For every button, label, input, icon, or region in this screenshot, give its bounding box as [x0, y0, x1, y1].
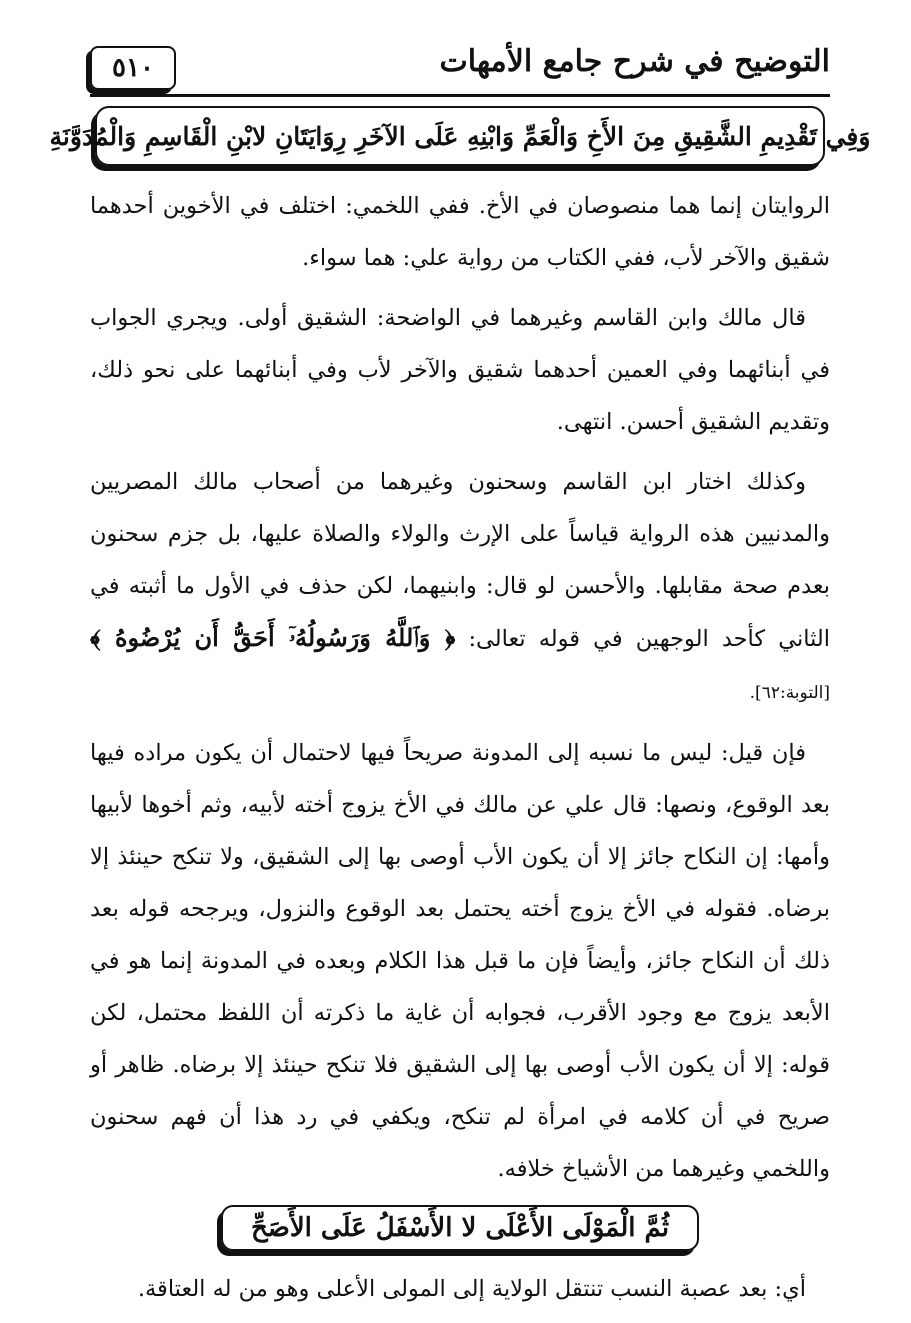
- page-header: [90, 40, 830, 97]
- paragraph-2: [90, 292, 830, 448]
- rule-heading: ثُمَّ الْمَوْلَى الأَعْلَى لا الأَسْفَلُ عَلَى الأَصَحِّ: [221, 1205, 699, 1251]
- paragraph-2-text: قال مالك وابن القاسم وغيرهما في الواضحة: الشقيق أولى. ويجري الجواب في أبنائهما وفي العمين أحدهما شقيق والآخر لأب وفي أبنائهما على نحو ذلك، وتقديم الشقيق أحسن. انتهى.: [90, 305, 830, 435]
- section-heading: وَفِي تَقْدِيمِ الشَّقِيقِ مِنَ الأَخِ وَالْعَمِّ وَابْنِهِ عَلَى الآخَرِ رِوَايَتَانِ لابْنِ الْقَاسِمِ وَالْمُدَوَّنَةِ: [49, 121, 871, 151]
- paragraph-1: [90, 180, 830, 284]
- paragraph-3: [90, 456, 830, 719]
- verse-reference: [التوبة:٦٢].: [749, 683, 830, 703]
- final-paragraph-text: أي: بعد عصبة النسب تنتقل الولاية إلى المولى الأعلى وهو من له العتاقة.: [137, 1276, 806, 1302]
- body-text: [90, 180, 830, 1323]
- rule-heading-wrap: [90, 1205, 830, 1251]
- book-title: التوضيح في شرح جامع الأمهات: [439, 44, 830, 79]
- quran-verse: ﴿ وَٱللَّهُ وَرَسُولُهُۥٓ أَحَقُّ أَن يُرْضُوهُ ﴾: [90, 623, 456, 652]
- paragraph-3-text: وكذلك اختار ابن القاسم وسحنون وغيرهما من أصحاب مالك المصريين والمدنيين هذه الرواية قياساً على الإرث والولاء والصلاة عليها، بل جزم سحنون بعدم صحة مقابلها. والأحسن لو قال: وابنيهما، لكن حذف في الأول ما أثبته في الثاني كأحد الوجهين في قوله تعالى:: [90, 469, 830, 652]
- final-paragraph: [90, 1263, 830, 1315]
- paragraph-1-text: الروايتان إنما هما منصوصان في الأخ. ففي اللخمي: اختلف في الأخوين أحدهما شقيق والآخر لأب، ففي الكتاب من رواية علي: هما سواء.: [90, 193, 830, 271]
- paragraph-4: [90, 727, 830, 1195]
- page-number: ٥١٠: [90, 46, 176, 90]
- paragraph-4-text: فإن قيل: ليس ما نسبه إلى المدونة صريحاً فيها لاحتمال أن يكون مراده فيها بعد الوقوع، ونصها: قال علي عن مالك في الأخ يزوج أخته لأبيه، وثم أخوها لأبيها وأمها: إن النكاح جائز إلا أن يكون الأب أوصى بها إلى الشقيق، ولا تنكح حينئذ إلا برضاه. فقوله في الأخ يزوج أخته يحتمل بعد الوقوع والنزول، ويرجحه قوله بعد ذلك أن النكاح جائز، وأيضاً فإن ما قبل هذا الكلام وبعده في المدونة إنما هو في الأبعد يزوج مع وجود الأقرب، فجوابه أن غاية ما ذكرته أن اللفظ محتمل، لكن قوله: إلا أن يكون الأب أوصى بها إلى الشقيق فلا تنكح حينئذ إلا برضاه. ظاهر أو صريح في أن كلامه في امرأة لم تنكح، ويكفي في رد هذا أن فهم سحنون واللخمي وغيرهما من الأشياخ خلافه.: [90, 740, 830, 1182]
- section-heading-box: [49, 106, 871, 166]
